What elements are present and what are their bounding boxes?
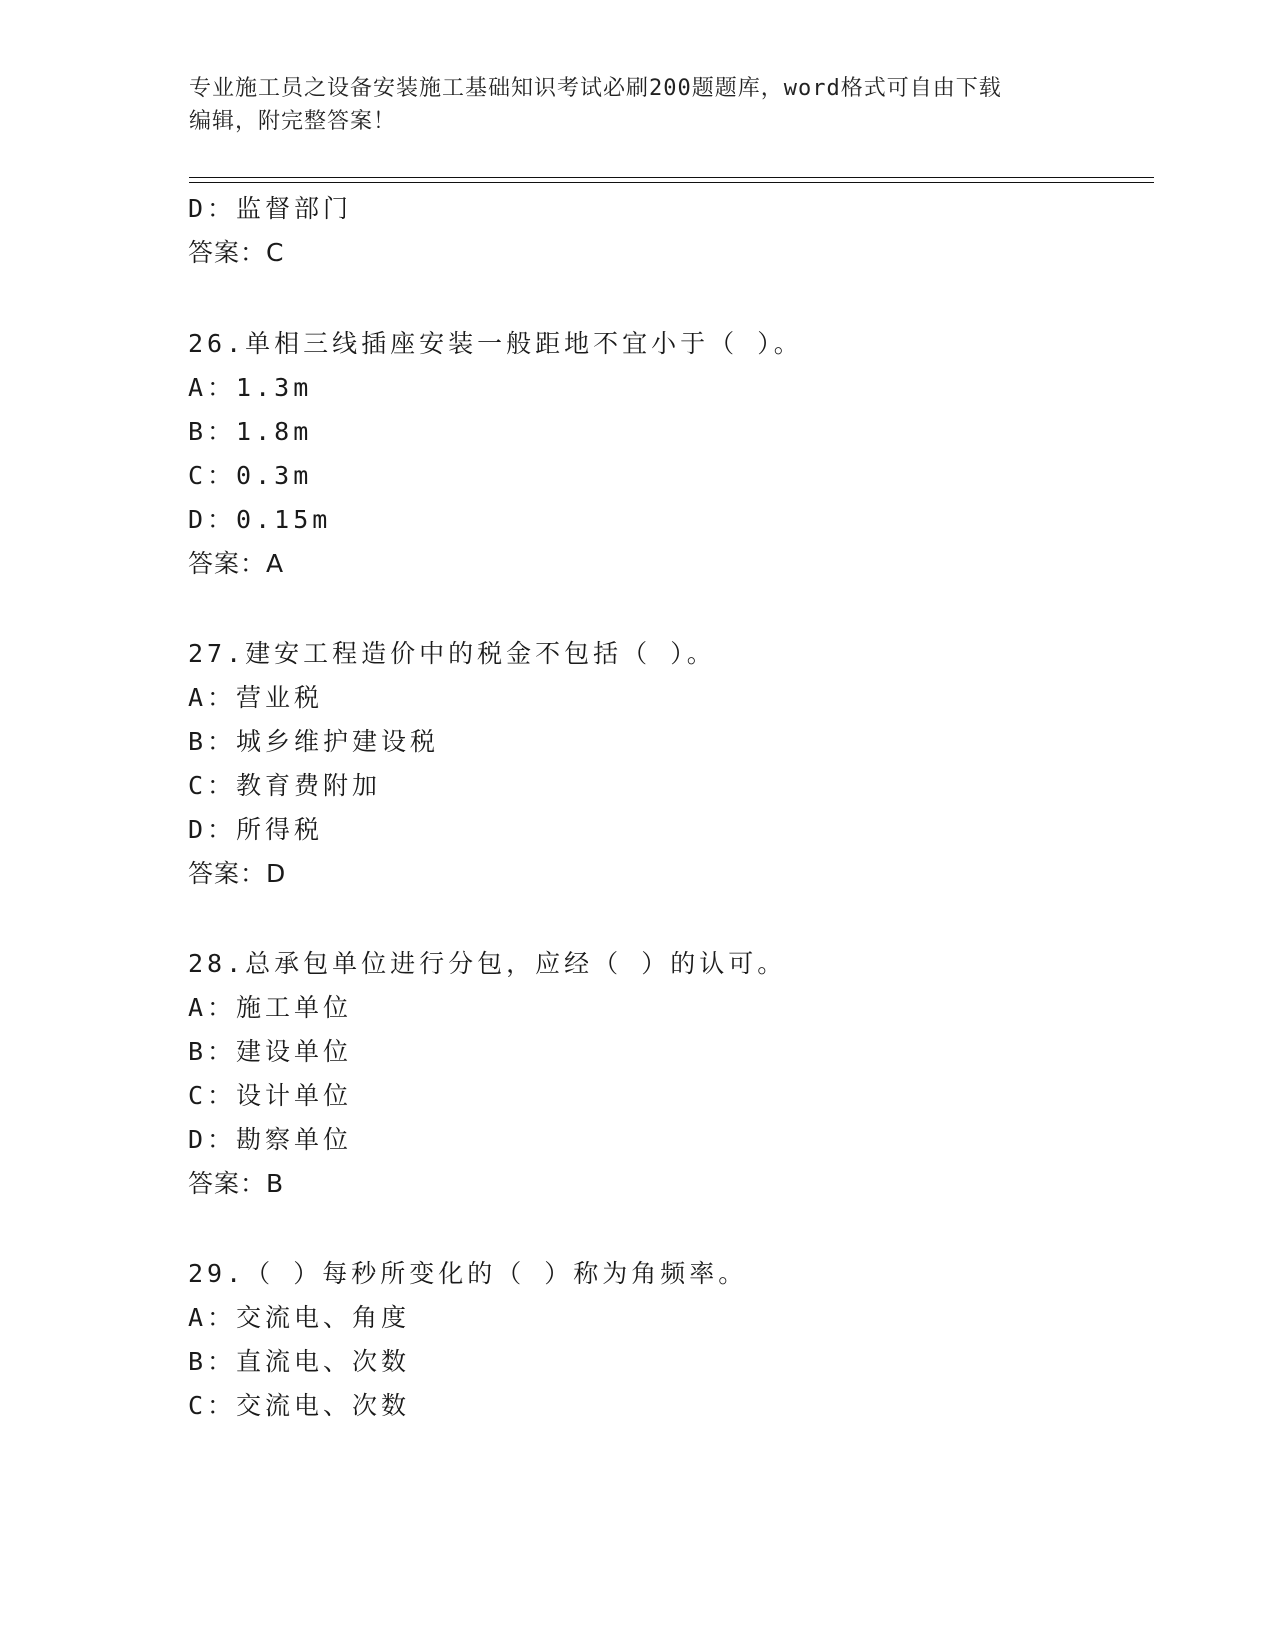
option-a: A：营业税 xyxy=(188,683,324,712)
option-b: B：建设单位 xyxy=(188,1037,353,1066)
answer: 答案：D xyxy=(188,859,287,888)
answer: 答案：B xyxy=(188,1169,285,1198)
header-line-2: 编辑，附完整答案！ xyxy=(189,109,397,134)
option-c: C：教育费附加 xyxy=(188,771,382,800)
question-stem: 28.总承包单位进行分包，应经（ ）的认可。 xyxy=(188,949,787,978)
option-a: A：1.3m xyxy=(188,373,313,402)
option-d: D：0.15m xyxy=(188,505,332,534)
option-c: C：交流电、次数 xyxy=(188,1391,411,1420)
option-b: B：直流电、次数 xyxy=(188,1347,411,1376)
question-stem: 26.单相三线插座安装一般距地不宜小于（ ）。 xyxy=(188,329,803,358)
header-divider-bottom xyxy=(189,182,1154,183)
option-a: A：施工单位 xyxy=(188,993,353,1022)
option-a: A：交流电、角度 xyxy=(188,1303,411,1332)
answer: 答案：C xyxy=(188,238,285,267)
option-b: B：1.8m xyxy=(188,417,313,446)
option-b: B：城乡维护建设税 xyxy=(188,727,440,756)
question-stem: 27.建安工程造价中的税金不包括（ ）。 xyxy=(188,639,716,668)
option-d: D：监督部门 xyxy=(188,194,353,223)
document-header xyxy=(189,72,1069,138)
option-c: C：0.3m xyxy=(188,461,313,490)
option-d: D：勘察单位 xyxy=(188,1125,353,1154)
option-d: D：所得税 xyxy=(188,815,324,844)
answer: 答案：A xyxy=(188,549,285,578)
header-line-1: 专业施工员之设备安装施工基础知识考试必刷200题题库，word格式可自由下载 xyxy=(189,76,1002,101)
header-divider-top xyxy=(189,177,1154,178)
option-c: C：设计单位 xyxy=(188,1081,353,1110)
question-stem: 29.（ ）每秒所变化的（ ）称为角频率。 xyxy=(188,1259,748,1288)
